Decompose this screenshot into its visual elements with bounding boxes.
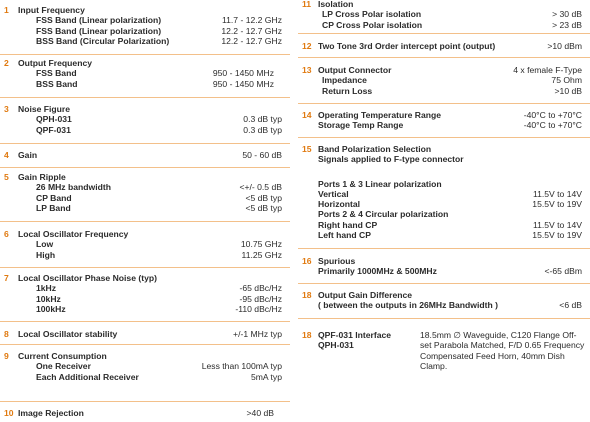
spec-title: QPF-031 Interface bbox=[318, 330, 392, 340]
spec-label: QPF-031 bbox=[36, 124, 71, 135]
spec-number: 11 bbox=[302, 0, 312, 9]
spec-label: BSS Band bbox=[36, 78, 78, 89]
spec-label: Each Additional Receiver bbox=[36, 371, 139, 382]
spec-value: <+/- 0.5 dB bbox=[239, 182, 282, 193]
spec-label: CP Band bbox=[36, 192, 72, 203]
spec-label: 100kHz bbox=[36, 303, 66, 314]
spec-spurious bbox=[298, 256, 590, 284]
spec-title: Band Polarization Selection bbox=[318, 144, 432, 154]
spec-label: 1kHz bbox=[36, 283, 57, 294]
spec-noise-figure bbox=[0, 104, 290, 144]
spec-value: 11.5V to 14V bbox=[532, 219, 582, 230]
spec-intercept-point bbox=[298, 41, 590, 58]
spec-title: Current Consumption bbox=[18, 351, 107, 361]
spec-title: Two Tone 3rd Order intercept point (output) bbox=[318, 41, 496, 51]
spec-subtitle: Signals applied to F-type connector bbox=[318, 154, 464, 165]
spec-label: FSS Band (Linear polarization) bbox=[36, 25, 162, 36]
spec-group-title: Ports 1 & 3 Linear polarization bbox=[318, 178, 442, 189]
spec-value: 4 x female F-Type bbox=[513, 65, 582, 75]
spec-title: Local Oscillator Frequency bbox=[18, 229, 129, 239]
spec-group-title: Ports 2 & 4 Circular polarization bbox=[318, 209, 449, 220]
spec-label: Right hand CP bbox=[318, 219, 378, 230]
spec-number: 7 bbox=[4, 273, 9, 283]
spec-value: 950 - 1450 MHz bbox=[212, 68, 274, 79]
spec-value: >40 dB bbox=[246, 408, 274, 418]
spec-title: Input Frequency bbox=[18, 5, 85, 15]
spec-title: Noise Figure bbox=[18, 104, 71, 114]
spec-title: Image Rejection bbox=[18, 408, 84, 418]
spec-value: 12.2 - 12.7 GHz bbox=[221, 35, 282, 46]
spec-band-polarization bbox=[298, 144, 590, 249]
spec-label: Left hand CP bbox=[318, 230, 371, 241]
spec-value: <6 dB bbox=[559, 300, 582, 311]
spec-label: One Receiver bbox=[36, 361, 91, 372]
spec-number: 6 bbox=[4, 229, 9, 239]
spec-number: 16 bbox=[302, 256, 312, 266]
spec-gain bbox=[0, 150, 290, 168]
spec-output-connector bbox=[298, 65, 590, 104]
spec-number: 4 bbox=[4, 150, 9, 160]
spec-title: Isolation bbox=[318, 0, 354, 9]
spec-value: -65 dBc/Hz bbox=[239, 283, 282, 294]
spec-label: Return Loss bbox=[322, 85, 373, 96]
spec-value: -40°C to +70°C bbox=[523, 120, 582, 131]
spec-title: Gain Ripple bbox=[18, 172, 66, 182]
spec-value: >10 dB bbox=[554, 85, 582, 96]
spec-value: 75 Ohm bbox=[551, 75, 582, 86]
spec-label: High bbox=[36, 249, 56, 260]
spec-number: 8 bbox=[4, 329, 9, 339]
spec-label: LP Band bbox=[36, 202, 71, 213]
spec-label: Primarily 1000MHz & 500MHz bbox=[318, 266, 437, 277]
spec-title: Local Oscillator stability bbox=[18, 329, 118, 339]
spec-label: LP Cross Polar isolation bbox=[322, 9, 422, 20]
spec-value: +/-1 MHz typ bbox=[233, 329, 282, 339]
spec-label: CP Cross Polar isolation bbox=[322, 19, 423, 30]
spec-value: > 30 dB bbox=[552, 9, 582, 20]
spec-number: 12 bbox=[302, 41, 312, 51]
spec-value: 10.75 GHz bbox=[240, 239, 282, 250]
spec-value: 11.7 - 12.2 GHz bbox=[221, 15, 282, 26]
spec-label: 10kHz bbox=[36, 293, 61, 304]
spec-title: Local Oscillator Phase Noise (typ) bbox=[18, 273, 157, 283]
spec-value: 11.25 GHz bbox=[241, 249, 282, 260]
spec-value: -40°C to +70°C bbox=[523, 110, 582, 120]
spec-interface-description: 18.5mm ∅ Waveguide, C120 Flange Off-set Parabola Matched, F/D 0.65 Frequency Compensated Feed Horn, 40mm Dish Clamp. bbox=[420, 330, 585, 371]
spec-number: 13 bbox=[302, 65, 312, 75]
spec-label: Operating Temperature Range bbox=[318, 110, 442, 120]
spec-label: Impedance bbox=[322, 75, 367, 86]
spec-value: 50 - 60 dB bbox=[242, 150, 282, 160]
spec-value: 0.3 dB typ bbox=[243, 114, 282, 125]
spec-title: Gain bbox=[18, 150, 38, 160]
spec-title: Spurious bbox=[318, 256, 356, 266]
spec-value: Less than 100mA typ bbox=[201, 361, 282, 372]
spec-value: -95 dBc/Hz bbox=[239, 293, 282, 304]
spec-isolation bbox=[298, 0, 590, 34]
spec-label: BSS Band (Circular Polarization) bbox=[36, 35, 170, 46]
spec-label: Low bbox=[36, 239, 54, 250]
spec-value: 5mA typ bbox=[250, 371, 282, 382]
spec-number: 10 bbox=[4, 408, 14, 418]
spec-image-rejection bbox=[0, 408, 290, 420]
spec-number: 3 bbox=[4, 104, 9, 114]
spec-label: Storage Temp Range bbox=[318, 120, 404, 131]
spec-label: FSS Band (Linear polarization) bbox=[36, 15, 162, 26]
spec-value: > 23 dB bbox=[552, 19, 582, 30]
spec-label: QPH-031 bbox=[36, 114, 72, 125]
spec-value: <-65 dBm bbox=[544, 266, 582, 277]
spec-label: Vertical bbox=[318, 188, 349, 199]
spec-output-frequency bbox=[0, 58, 290, 98]
spec-value: 11.5V to 14V bbox=[532, 188, 582, 199]
spec-number: 18 bbox=[302, 330, 312, 340]
spec-current-consumption bbox=[0, 351, 290, 402]
spec-value: <5 dB typ bbox=[245, 192, 282, 203]
spec-title: Output Frequency bbox=[18, 58, 93, 68]
spec-lo-stability bbox=[0, 329, 290, 345]
spec-value: 15.5V to 19V bbox=[532, 199, 582, 210]
spec-interface bbox=[298, 330, 590, 380]
spec-label: Horizontal bbox=[318, 199, 361, 210]
spec-input-frequency bbox=[0, 5, 290, 55]
spec-value: >10 dBm bbox=[547, 41, 582, 51]
spec-number: 18 bbox=[302, 290, 312, 300]
spec-value: 0.3 dB typ bbox=[243, 124, 282, 135]
spec-title: Output Gain Difference bbox=[318, 290, 413, 300]
spec-label: ( between the outputs in 26MHz Bandwidth ) bbox=[318, 300, 498, 311]
spec-model: QPH-031 bbox=[318, 340, 354, 351]
spec-label: FSS Band bbox=[36, 68, 77, 79]
spec-value: -110 dBc/Hz bbox=[235, 303, 282, 314]
spec-output-gain-difference bbox=[298, 290, 590, 319]
spec-number: 14 bbox=[302, 110, 312, 120]
spec-number: 2 bbox=[4, 58, 9, 68]
spec-value: 12.2 - 12.7 GHz bbox=[221, 25, 282, 36]
spec-title: Output Connector bbox=[318, 65, 392, 75]
spec-number: 5 bbox=[4, 172, 9, 182]
spec-number: 15 bbox=[302, 144, 312, 154]
spec-number: 9 bbox=[4, 351, 9, 361]
spec-value: 15.5V to 19V bbox=[532, 230, 582, 241]
spec-lo-frequency bbox=[0, 229, 290, 268]
spec-label: 26 MHz bandwidth bbox=[36, 182, 111, 193]
spec-number: 1 bbox=[4, 5, 9, 15]
spec-gain-ripple bbox=[0, 172, 290, 222]
spec-value: <5 dB typ bbox=[245, 202, 282, 213]
spec-value: 950 - 1450 MHz bbox=[212, 78, 274, 89]
spec-temperature-range bbox=[298, 110, 590, 138]
spec-lo-phase-noise bbox=[0, 273, 290, 322]
